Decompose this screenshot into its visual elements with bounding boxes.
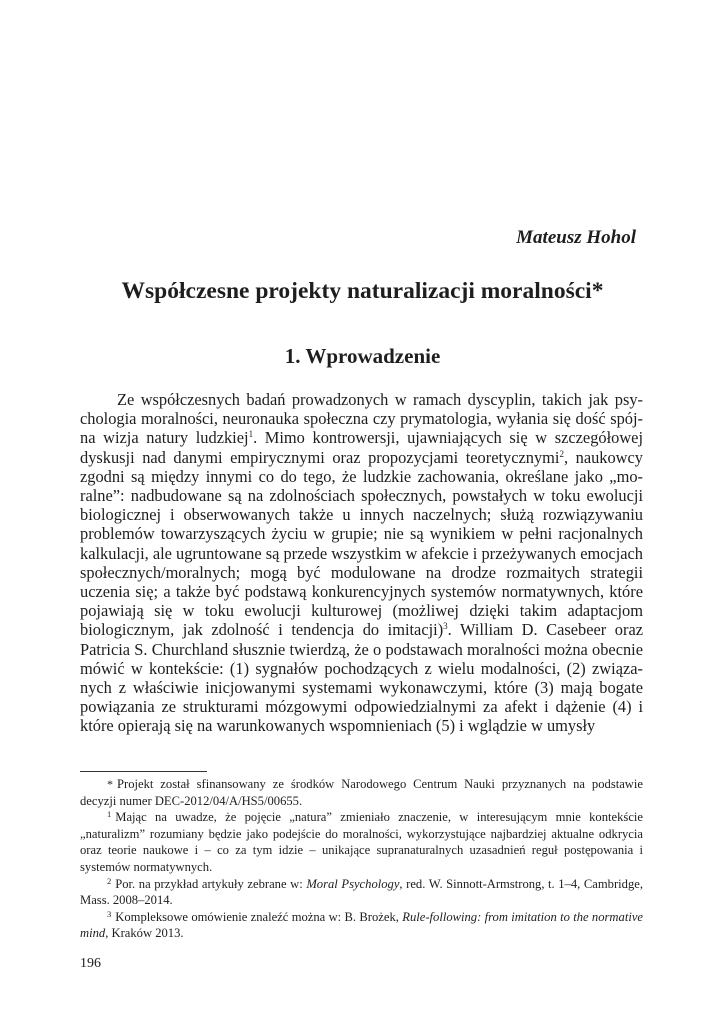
footnote-divider [80,771,207,772]
article-title: Współczesne projekty naturalizacji moralności* [121,278,604,304]
author-name: Mateusz Hohol [516,227,636,248]
footnote [80,776,643,809]
body-paragraph [80,390,643,736]
footnote-text: Kompleksowe omówienie znaleźć można w: B. Brożek, [115,909,403,924]
body-text-segment: . Mimo kontrowersji, ujawniających się w szczegółowej dyskusji nad danymi empirycznymi oraz propozycjami teoretycznymi [80,428,643,467]
footnote-text: Mając na uwadze, że pojęcie „natura” zmieniało znaczenie, w interesującym mnie kontekście „naturalizm” rozumiany będzie jako podejście do moralności, wykorzystujące najbardziej aktualne odkrycia oraz teorie naukowe i – co za tym idzie – unikające supranaturalnych uzasadnień reguł postępowania i systemów normatywnych. [80,810,643,874]
footnote [80,809,643,875]
body-text-segment: , naukowcy zgodni są między innymi co do tego, że ludzkie zachowania, określane jako „moralne”: nadbudowane są na zdolnościach społecznych, powstałych w toku ewolucji biologicznej i obserwowanych także u innych naczelnych; służą rozwiązywaniu problemów towarzyszących życiu w grupie; nie są wynikiem w pełni racjonalnych kalkulacji, ale ugruntowane są przede wszystkim w afekcie i przeżywanych emocjach społecznych/moralnych; mogą być modulowane na drodze rozmaitych strategii uczenia się; a także być podstawą konkurencyjnych systemów normatywnych, które pojawiają się w toku ewolucji kulturowej (możliwej dzięki takim adaptacjom biologicznym, jak zdolność i tendencja do imitacji) [80,447,643,640]
footnote [80,876,643,909]
footnote-italic-title: Moral Psychology [306,876,400,891]
footnote [80,909,643,942]
footnote-marker: 1 [107,809,112,820]
footnote-italic-title: Rule-following: from imitation to the normative mind [80,909,643,941]
footnote-text: , red. W. Sinnott-Armstrong, t. 1–4, Cambridge, Mass. 2008–2014. [80,876,643,908]
footnotes-section [80,776,643,942]
page-number: 196 [80,956,101,971]
footnote-marker: 3 [107,908,112,919]
footnote-marker: * [107,777,113,791]
footnote-text: Projekt został sfinansowany ze środków Narodowego Centrum Nauki przyznanych na podstawie decyzji numer DEC-2012/04/A/HS5/00655. [80,777,643,808]
footnote-text: , Kraków 2013. [105,926,184,941]
footnote-reference: 3 [443,621,448,632]
footnote-reference: 1 [248,429,254,440]
footnote-marker: 2 [107,875,112,886]
footnote-text: Por. na przykład artykuły zebrane w: [115,876,307,891]
footnote-reference: 2 [559,448,564,459]
body-text-segment: Ze współczesnych badań prowadzonych w ramach dyscyplin, takich jak psychologia moralności, neuronauka społeczna czy prymatologia, wyłania się dość spójna wizja natury ludzkiej [80,390,643,448]
body-text-segment: . William D. Casebeer oraz Patricia S. Churchland słusznie twierdzą, że o podstawach moralności można obecnie mówić w kontekście: (1) sygnałów pochodzących z wielu modalności, (2) związanych z właściwie inicjowanymi systemami wykonawczymi, które (3) mają bogate powiązania ze strukturami mózgowymi odpowiedzialnymi za afekt i dążenie (4) i które opierają się na warunkowanych wspomnieniach (5) i wglądzie w umysły [80,620,643,736]
section-heading: 1. Wprowadzenie [284,344,441,368]
